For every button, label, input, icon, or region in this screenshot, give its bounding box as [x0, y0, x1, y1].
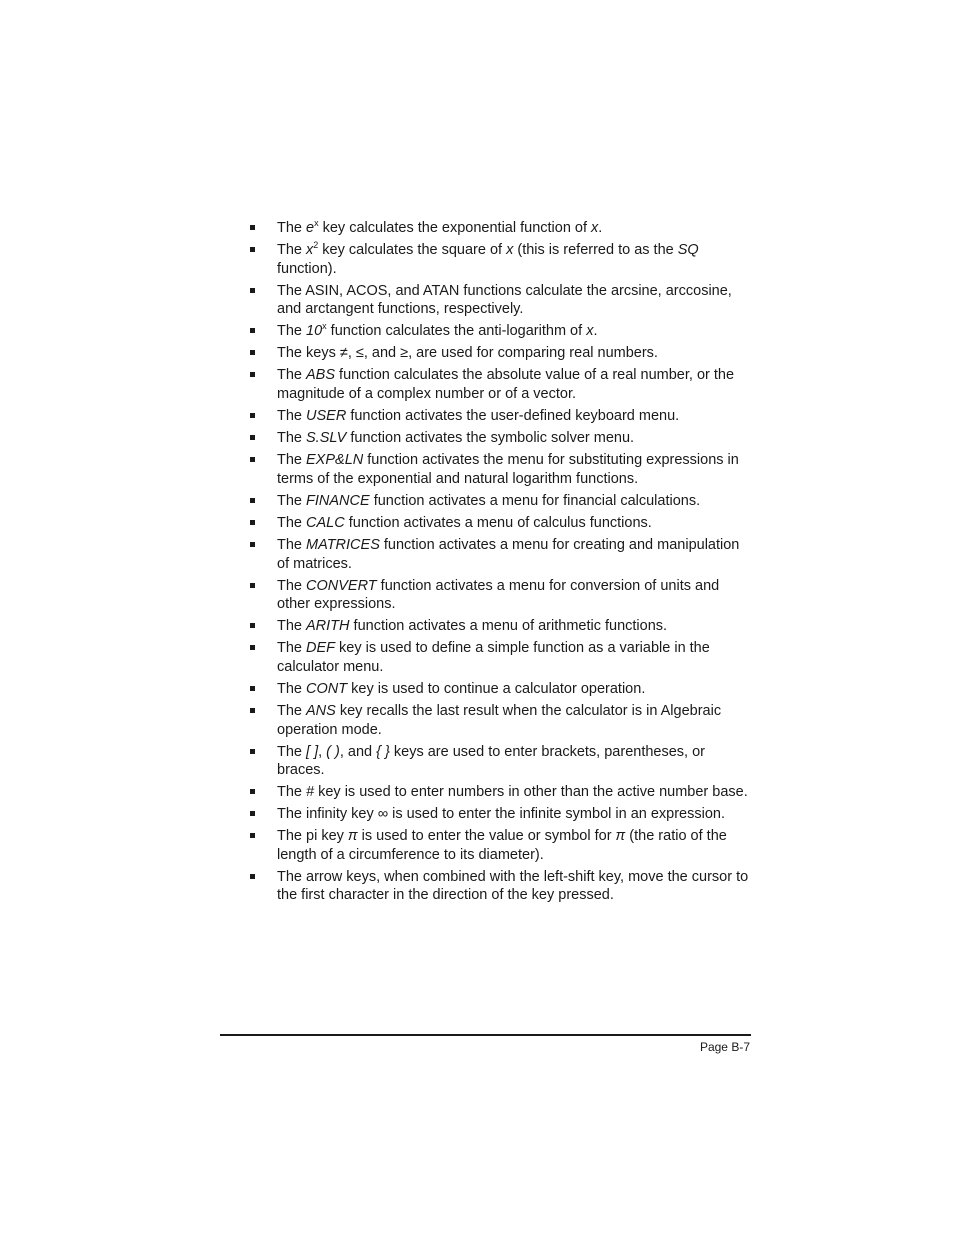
- list-item: [250, 639, 750, 676]
- list-item: [250, 702, 750, 739]
- list-item: [250, 577, 750, 614]
- bullet-text: The arrow keys, when combined with the left-shift key, move the cursor to the first character in the direction of the key pressed.: [277, 868, 749, 904]
- list-item: [250, 680, 750, 699]
- bullet-marker: [250, 789, 255, 794]
- bullet-marker: [250, 811, 255, 816]
- bullet-text: The ASIN, ACOS, and ATAN functions calculate the arcsine, arccosine, and arctangent functions, respectively.: [277, 282, 732, 318]
- bullet-text: The CONT key is used to continue a calculator operation.: [277, 680, 646, 697]
- list-item: [250, 322, 750, 341]
- bullet-text: The $x^2$ key calculates the square of x (this is referred to as the SQ function).: [277, 240, 699, 277]
- list-item: [250, 868, 750, 905]
- list-item: [250, 344, 750, 363]
- list-item: [250, 617, 750, 636]
- bullet-text: The FINANCE function activates a menu for financial calculations.: [277, 492, 701, 509]
- bullet-marker: [250, 645, 255, 650]
- bullet-marker: [250, 542, 255, 547]
- list-item: [250, 241, 750, 278]
- list-item: [250, 536, 750, 573]
- bullet-text: The [ ], ( ), and { } keys are used to enter brackets, parentheses, or braces.: [277, 743, 706, 779]
- bullet-marker: [250, 288, 255, 293]
- bullet-marker: [250, 247, 255, 252]
- bullet-marker: [250, 520, 255, 525]
- bullet-text: The S.SLV function activates the symbolic solver menu.: [277, 430, 635, 447]
- list-item: [250, 366, 750, 403]
- bullet-text: The # key is used to enter numbers in other than the active number base.: [277, 784, 748, 801]
- bullet-text: The keys ≠, ≤, and ≥, are used for comparing real numbers.: [277, 345, 658, 362]
- bullet-marker: [250, 833, 255, 838]
- bullet-text: The DEF key is used to define a simple function as a variable in the calculator menu.: [277, 640, 710, 675]
- bullet-text: The $e^x$ key calculates the exponential function of x.: [277, 218, 603, 236]
- bullet-marker: [250, 350, 255, 355]
- page-number: Page B-7: [699, 1040, 750, 1054]
- bullet-text: The USER function activates the user-defined keyboard menu.: [277, 408, 680, 425]
- list-item: [250, 219, 750, 238]
- bullet-text: The ANS key recalls the last result when the calculator is in Algebraic operation mode.: [277, 703, 722, 738]
- bullet-text: The EXP&LN function activates the menu for substituting expressions in terms of the exponential and natural logarithm functions.: [277, 452, 739, 487]
- list-item: [250, 743, 750, 780]
- list-item: [250, 282, 750, 319]
- bullet-text: The ABS function calculates the absolute value of a real number, or the magnitude of a complex number or of a vector.: [277, 367, 735, 402]
- bullet-marker: [250, 623, 255, 628]
- bullet-text: The CALC function activates a menu of calculus functions.: [277, 514, 652, 531]
- list-item: [250, 407, 750, 426]
- bullet-marker: [250, 498, 255, 503]
- bullet-text: The 10$^x$ function calculates the anti-logarithm of x.: [277, 321, 598, 340]
- bullet-text: The MATRICES function activates a menu for creating and manipulation of matrices.: [277, 537, 740, 572]
- bullet-text: The pi key π is used to enter the value or symbol for π (the ratio of the length of a circumference to its diameter).: [277, 828, 727, 863]
- list-item: [250, 805, 750, 824]
- list-item: [250, 783, 750, 802]
- list-item: [250, 429, 750, 448]
- bullet-marker: [250, 225, 255, 230]
- list-item: [250, 451, 750, 488]
- footer-rule: [220, 1034, 751, 1036]
- bullet-marker: [250, 749, 255, 754]
- bullet-marker: [250, 413, 255, 418]
- bullet-marker: [250, 708, 255, 713]
- list-item: [250, 492, 750, 511]
- bullet-text: The infinity key ∞ is used to enter the infinite symbol in an expression.: [277, 806, 725, 823]
- bullet-text: The ARITH function activates a menu of arithmetic functions.: [277, 618, 668, 635]
- bullet-marker: [250, 874, 255, 879]
- list-item: [250, 514, 750, 533]
- bullet-marker: [250, 583, 255, 588]
- list-item: [250, 827, 750, 864]
- bullet-marker: [250, 686, 255, 691]
- bullet-list: [250, 219, 750, 909]
- bullet-text: The CONVERT function activates a menu for conversion of units and other expressions.: [277, 577, 720, 613]
- bullet-marker: [250, 457, 255, 462]
- bullet-marker: [250, 372, 255, 377]
- bullet-marker: [250, 435, 255, 440]
- bullet-marker: [250, 328, 255, 333]
